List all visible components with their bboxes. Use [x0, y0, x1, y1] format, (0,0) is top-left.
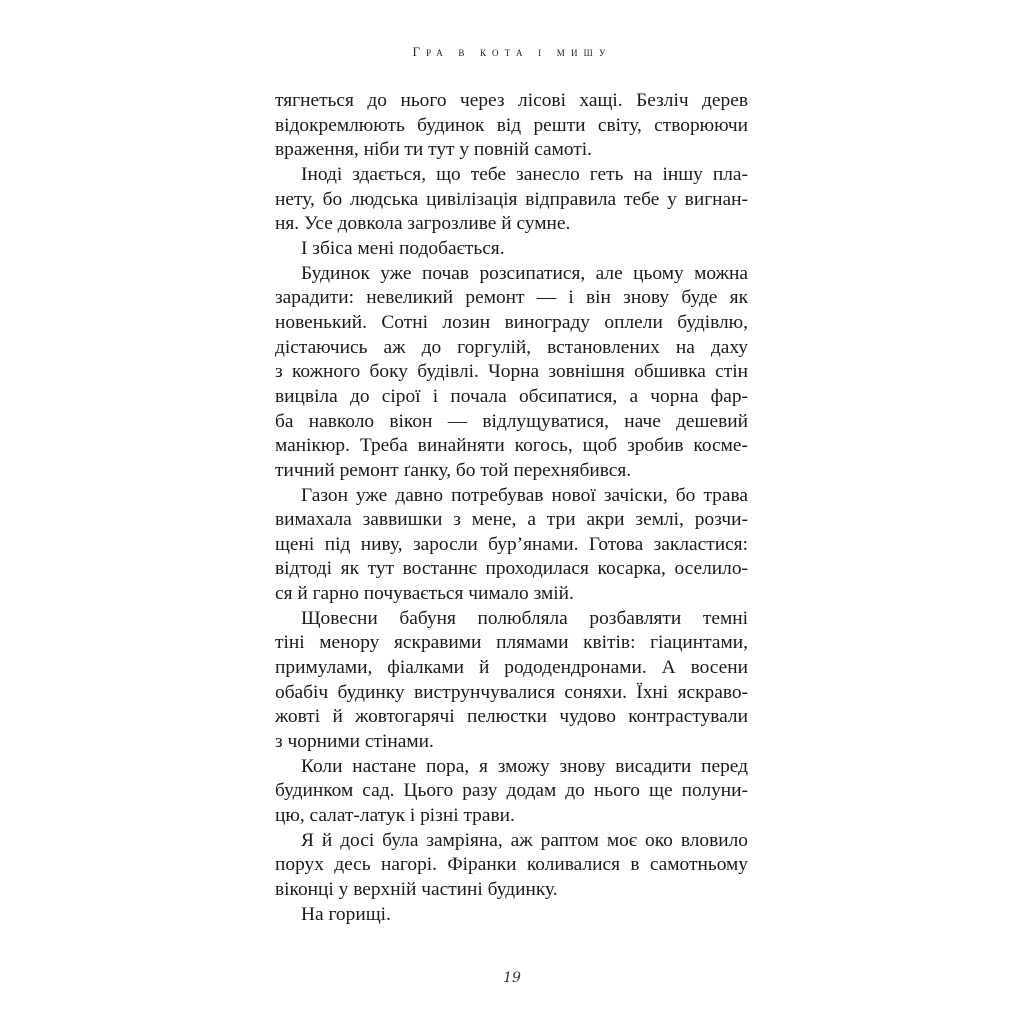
paragraph [275, 829, 748, 903]
text-line: примулами, фіалками й рододендронами. А восени [275, 657, 748, 679]
paragraph [275, 237, 748, 262]
text-line: Я й досі була замріяна, аж раптом моє око вловило [301, 829, 748, 851]
paragraph [275, 903, 748, 928]
text-line: нету, бо людська цивілізація відправила тебе у вигнан- [275, 188, 748, 210]
text-line: ба навколо вікон –– відлущуватися, наче дешевий [275, 410, 748, 432]
text-line: обабіч будинку виструнчувалися соняхи. Їхні яскраво- [275, 681, 748, 703]
text-line: Іноді здається, що тебе занесло геть на іншу пла- [301, 163, 748, 185]
text-line: щені під ниву, заросли бур’янами. Готова закластися: [275, 533, 748, 555]
paragraph [275, 262, 748, 484]
text-line: ня. Усе довкола загрозливе й сумне. [275, 213, 571, 235]
text-line: жовті й жовтогарячі пелюстки чудово контрастували [275, 706, 748, 728]
text-line: І збіса мені подобається. [301, 237, 505, 259]
text-line: тіні менору яскравими плямами квітів: гіацинтами, [275, 632, 748, 654]
text-line: Газон уже давно потребував нової зачіски, бо трава [301, 484, 748, 506]
text-line: з чорними стінами. [275, 731, 434, 753]
text-line: дістаючись аж до горгулій, встановлених на даху [275, 336, 748, 358]
text-line: відтоді як тут востаннє проходилася косарка, оселило- [275, 558, 748, 580]
text-line: цю, салат-латук і різні трави. [275, 805, 515, 827]
text-line: Будинок уже почав розсипатися, але цьому можна [301, 262, 748, 284]
text-line: манікюр. Треба винайняти когось, щоб зробив косме- [275, 435, 748, 457]
text-line: вимахала заввишки з мене, а три акри землі, розчи- [275, 509, 748, 531]
text-line: з кожного боку будівлі. Чорна зовнішня обшивка стін [275, 361, 748, 383]
page-number: 19 [503, 970, 521, 986]
paragraph [275, 607, 748, 755]
body-text [275, 89, 748, 927]
text-line: На горищі. [301, 903, 391, 925]
text-line: будинком сад. Цього разу додам до нього ще полуни- [275, 780, 748, 802]
text-line: порух десь нагорі. Фіранки коливалися в самотньому [275, 854, 748, 876]
running-header-title: Гра в кота і мишу [412, 44, 612, 59]
paragraph [275, 755, 748, 829]
text-line: враження, ніби ти тут у повній самоті. [275, 139, 592, 161]
text-line: зарадити: невеликий ремонт — і він знову буде як [275, 287, 748, 309]
text-line: віконці у верхній частині будинку. [275, 879, 558, 900]
text-line: тичний ремонт ґанку, бо той перехнябився. [275, 459, 632, 481]
text-line: відокремлюють будинок від решти світу, створюючи [275, 114, 748, 136]
text-line: тягнеться до нього через лісові хащі. Безліч дерев [275, 90, 748, 111]
text-line: ся й гарно почувається чимало змій. [275, 583, 574, 605]
text-line: новенький. Сотні лозин винограду оплели будівлю, [275, 311, 748, 333]
paragraph [275, 163, 748, 237]
text-line: Коли настане пора, я зможу знову висадити перед [301, 755, 748, 777]
paragraph [275, 89, 748, 163]
text-line: Щовесни бабуня полюбляла розбавляти темні [301, 607, 748, 629]
paragraph [275, 484, 748, 607]
text-line: вицвіла до сірої і почала обсипатися, а чорна фар- [275, 385, 748, 407]
